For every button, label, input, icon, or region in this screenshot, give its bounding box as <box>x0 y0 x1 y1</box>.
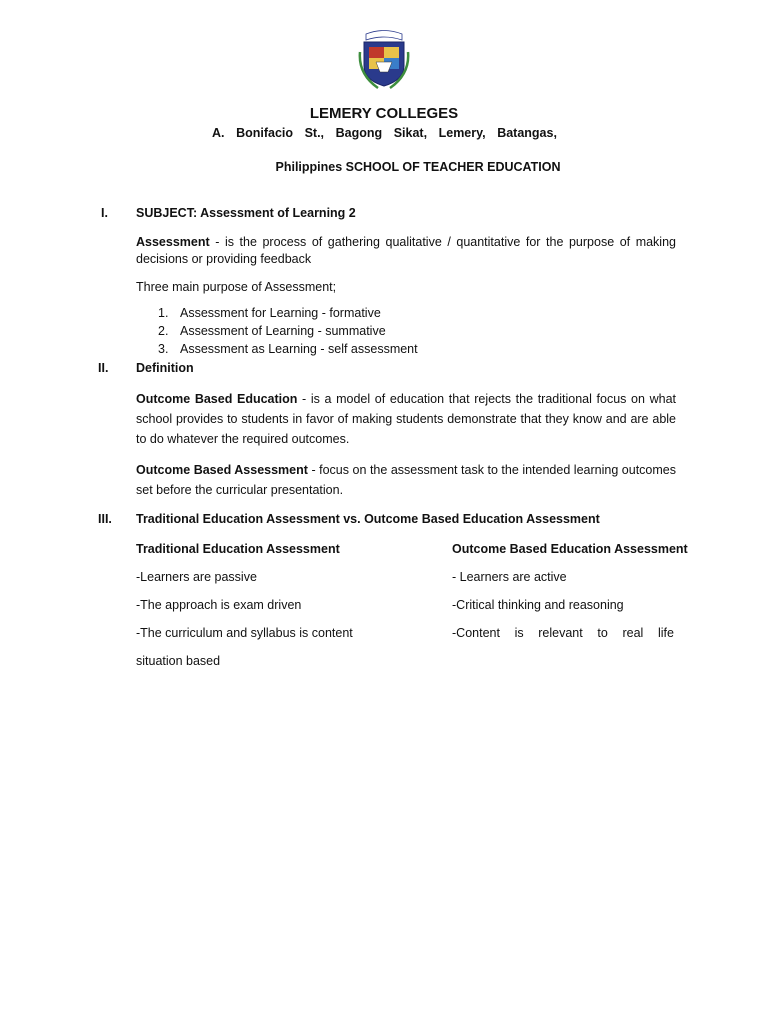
section-numeral: II. <box>98 361 109 375</box>
definition-text: - is the process of gathering qualitative / quantitative for the purpose of making decisions or providing feedback <box>136 235 676 266</box>
word: to <box>597 626 608 640</box>
section-numeral: I. <box>101 206 108 220</box>
comparison-right-item: - Learners are active <box>452 570 567 584</box>
list-item <box>158 342 418 356</box>
address-word: A. <box>212 126 225 140</box>
comparison-left-item: -The approach is exam driven <box>136 598 302 612</box>
word: is <box>514 626 524 640</box>
section-numeral: III. <box>98 512 112 526</box>
comparison-right-heading: Outcome Based Education Assessment <box>452 542 688 556</box>
list-text: Assessment as Learning - self assessment <box>180 342 418 356</box>
comparison-right-item <box>452 626 674 640</box>
obe-definition <box>136 389 676 449</box>
address-word: Bagong <box>335 126 383 140</box>
word: -Content <box>452 626 500 640</box>
word: real <box>622 626 644 640</box>
comparison-right-item: -Critical thinking and reasoning <box>452 598 624 612</box>
word: relevant <box>538 626 583 640</box>
definition-text: - is a model of education that rejects the traditional focus on what school provides to students in favor of making students demonstrate that they know and are able to do whatever the required outcomes. <box>136 392 676 446</box>
section-heading: SUBJECT: Assessment of Learning 2 <box>136 206 356 220</box>
address-word: St., <box>304 126 325 140</box>
oba-definition <box>136 460 676 500</box>
list-text: Assessment for Learning - formative <box>180 306 381 320</box>
list-number: 1. <box>158 306 169 320</box>
term: Outcome Based Assessment <box>136 463 308 477</box>
comparison-left-item: -The curriculum and syllabus is content <box>136 626 353 640</box>
definition-text: - focus on the assessment task to the intended learning outcomes set before the curricular presentation. <box>136 463 676 497</box>
comparison-left-heading: Traditional Education Assessment <box>136 542 340 556</box>
list-number: 2. <box>158 324 169 338</box>
college-seal-logo <box>358 28 410 90</box>
address-line <box>212 126 557 140</box>
assessment-definition <box>136 234 676 268</box>
comparison-continuation: situation based <box>136 654 221 668</box>
word: life <box>657 626 674 640</box>
address-word: Batangas, <box>497 126 557 140</box>
section-heading: Definition <box>136 361 194 375</box>
section-heading: Traditional Education Assessment vs. Outcome Based Education Assessment <box>136 512 600 526</box>
list-text: Assessment of Learning - summative <box>180 324 386 338</box>
address-word: Sikat, <box>393 126 428 140</box>
comparison-left-item: -Learners are passive <box>136 570 257 584</box>
college-name: LEMERY COLLEGES <box>309 105 459 122</box>
term: Assessment <box>136 235 210 249</box>
list-item <box>158 306 381 320</box>
school-line: Philippines SCHOOL OF TEACHER EDUCATION <box>275 160 561 174</box>
purpose-intro: Three main purpose of Assessment; <box>136 280 337 294</box>
list-number: 3. <box>158 342 169 356</box>
address-word: Bonifacio <box>236 126 294 140</box>
term: Outcome Based Education <box>136 392 298 406</box>
list-item <box>158 324 386 338</box>
address-word: Lemery, <box>438 126 486 140</box>
